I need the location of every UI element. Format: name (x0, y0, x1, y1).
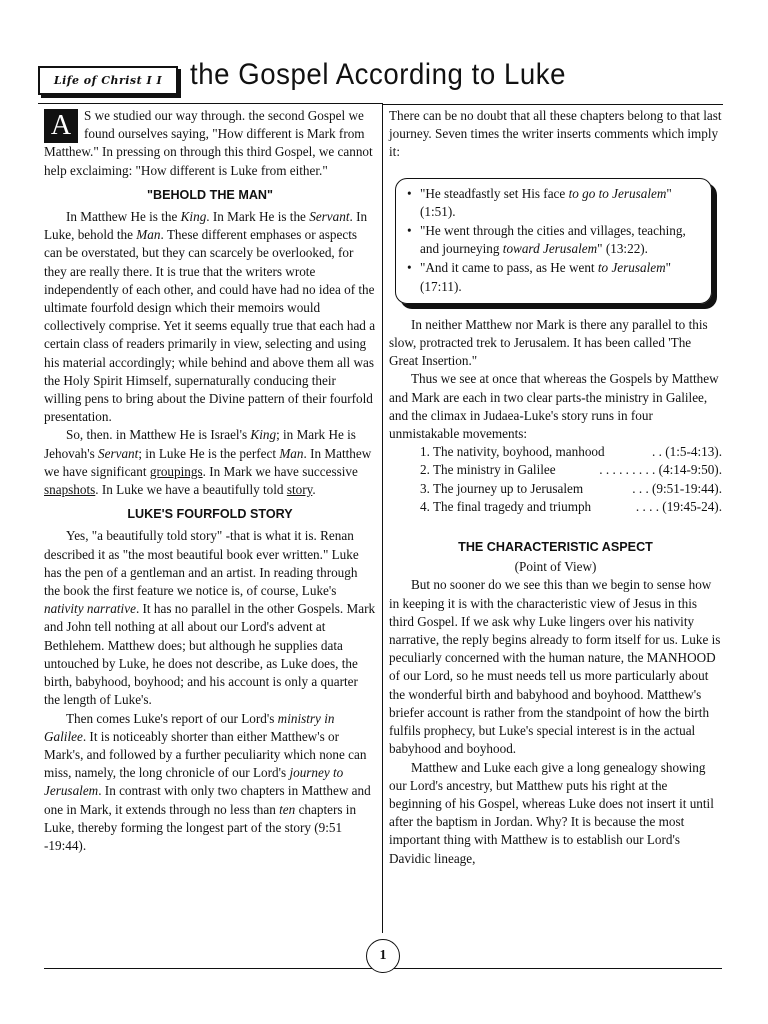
header-rule-right (383, 104, 723, 105)
paragraph-four-movements: Thus we see at once that whereas the Gospels by Matthew and Mark are each in two clear parts-the ministry in Galilee, and the climax in Judaea-Luke's story runs in four unmistakable movements: (389, 371, 719, 442)
left-column (44, 107, 376, 855)
paragraph-great-insertion: In neither Matthew nor Mark is there any parallel to this slow, protracted trek to Jerusalem. It has been called 'The Great Insertion." (389, 316, 708, 369)
drop-cap: A (44, 109, 78, 143)
paragraph-beautifully-told-story: Yes, "a beautifully told story" -that is what it is. Renan described it as "the most beautiful book ever written." Luke has the pen of a gentleman and an artist. In reading through the book the first feature we notice is, of course, Luke's nativity narrative. It has no parallel in the other Gospels. Mark and John tell nothing at all about our Lord's advent at Bethlehem. Matthew does; but although he supplies data untouched by Luke, he does not describe, as Luke does, the birth, babyhood, boyhood; and his account is only a quarter the length of Luke's. (44, 528, 376, 708)
section-heading-behold-the-man: "BEHOLD THE MAN" (147, 187, 273, 202)
paragraph-so-then: So, then. in Matthew He is Israel's King; in Mark He is Jehovah's Servant; in Luke He is the perfect Man. In Matthew we have significant groupings. In Mark we have successive snapshots. In Luke we have a beautifully told story. (44, 427, 372, 498)
quote-item: • "He went through the cities and villages, teaching, and journeying toward Jerusalem" (13:22). (420, 222, 701, 258)
section-subheading-point-of-view: (Point of View) (514, 559, 597, 575)
page-title: the Gospel According to Luke (190, 58, 567, 91)
quote-box (395, 178, 712, 304)
right-column (389, 107, 722, 868)
series-label-box: Life of Christ I I (38, 66, 178, 95)
column-divider (382, 103, 383, 933)
header-rule-left (38, 103, 383, 104)
paragraph-genealogy: Matthew and Luke each give a long genealogy showing our Lord's ancestry, but Matthew puts his right at the beginning of his Gospel, whereas Luke does not insert it until after the baptism in Jordan. Why? It is because the most important thing with Matthew is to establish our Lord's Davidic lineage, (389, 759, 714, 866)
section-heading-characteristic-aspect: THE CHARACTERISTIC ASPECT (458, 540, 653, 555)
page-number: 1 (366, 939, 400, 973)
intro-paragraph: A S we studied our way through. the second Gospel we found ourselves saying, "How different is Mark from Matthew." In pressing on through this third Gospel, we cannot help exclaiming: "How different is Luke from either." (44, 108, 373, 178)
quote-item: • "And it came to pass, as He went to Jerusalem" (17:11). (420, 259, 701, 295)
movement-item: 4. The final tragedy and triumph . . . . (19:45-24). (420, 498, 722, 514)
paragraph-ministry-in-galilee: Then comes Luke's report of our Lord's ministry in Galilee. It is noticeably shorter than either Matthew's or Mark's, and followed by a further peculiarity which none can miss, namely, the long chronicle of our Lord's journey to Jerusalem. In contrast with only two chapters in Matthew and one in Mark, it extends through no less than ten chapters in Luke, thereby forming the longest part of the story (9:51 -19:44). (44, 710, 371, 853)
paragraph-last-journey: There can be no doubt that all these chapters belong to that last journey. Seven times the writer inserts comments which imply it: (389, 108, 722, 160)
paragraph-king-servant-man: In Matthew He is the King. In Mark He is the Servant. In Luke, behold the Man. These different emphases or aspects can be overstated, but they can scarcely be overlooked, for they are really there. It is true that the writers wrote independently of each other, and could have had no idea of the ultimate fourfold design which their memoirs would collectively comprise. Yet it seems equally true that each had a certain class of readers primarily in view, selecting and using his material accordingly; while behind and above them all was the Holy Spirit Himself, supernaturally conducing their willing pens to bring about the Divine pattern of their fourfold presentation. (44, 209, 376, 425)
movement-item: 2. The ministry in Galilee . . . . . . . . . (4:14-9:50). (420, 462, 722, 478)
movement-item: 3. The journey up to Jerusalem . . . (9:51-19:44). (420, 480, 722, 496)
movement-item: 1. The nativity, boyhood, manhood . . (1:5-4:13). (420, 444, 722, 460)
quote-item: • "He steadfastly set His face to go to Jerusalem" (1:51). (420, 185, 701, 221)
paragraph-no-sooner: But no sooner do we see this than we begin to sense how in keeping it is with the characteristic view of Jesus in this third Gospel. If we ask why Luke lingers over his nativity narrative, the reply begins already to form itself for us. Luke is peculiarly concerned with the human nature, the MANHOOD of our Lord, so he must needs tell us more particularly about the wonderful birth and babyhood and boyhood. Matthew's briefer account is rather from the standpoint of how the birth fulfils prophecy, but Luke's special interest is in the actual babyhood and boyhood. (389, 577, 721, 757)
page-header (38, 58, 738, 102)
section-heading-fourfold-story: LUKE'S FOURFOLD STORY (127, 507, 293, 522)
